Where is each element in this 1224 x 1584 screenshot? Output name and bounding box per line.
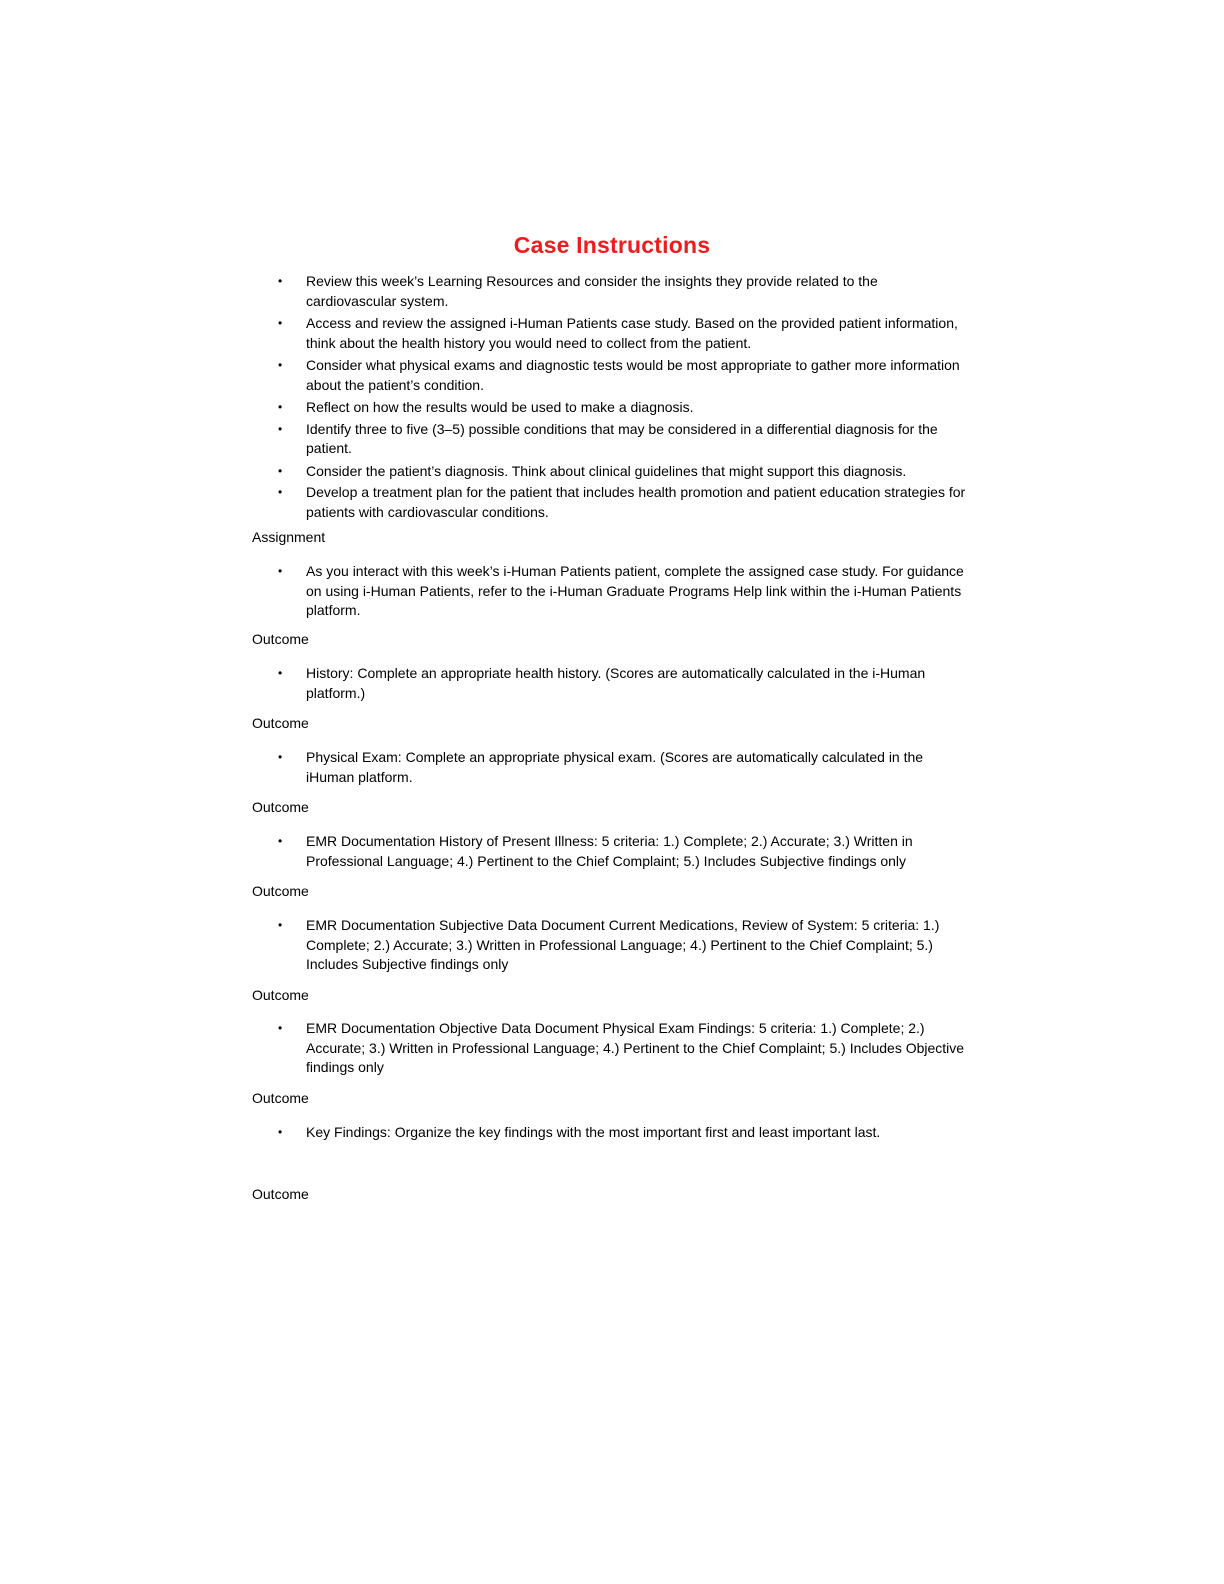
list-item: • EMR Documentation History of Present Illness: 5 criteria: 1.) Complete; 2.) Accurate; 3.) Written in Professional Language; 4.) Pertinent to the Chief Complaint; 5.) Includes Subjective findings only: [278, 833, 913, 869]
outcome-list: [0, 664, 970, 703]
outcome-list: [0, 748, 970, 787]
outcome-list: [0, 916, 970, 975]
bullet-icon: •: [278, 485, 283, 499]
list-item: • Key Findings: Organize the key findings with the most important first and least important last.: [0, 1123, 970, 1143]
outcome-heading: Outcome: [252, 715, 309, 731]
outcome-list: [0, 1019, 970, 1078]
page-title: Case Instructions: [513, 232, 711, 258]
outcome-heading: Outcome: [252, 799, 309, 815]
list-item: • Identify three to five (3–5) possible conditions that may be considered in a differential diagnosis for the patient.: [278, 420, 938, 456]
list-item: • Consider the patient’s diagnosis. Think about clinical guidelines that might support this diagnosis.: [0, 462, 970, 482]
list-item: • Review this week’s Learning Resources and consider the insights they provide related to the cardiovascular system.: [278, 273, 878, 309]
list-item: • EMR Documentation Objective Data Document Physical Exam Findings: 5 criteria: 1.) Complete; 2.) Accurate; 3.) Written in Professional Language; 4.) Pertinent to the Chief Complaint; 5.) Includes Objective findings only: [278, 1020, 965, 1075]
bullet-icon: •: [278, 666, 283, 680]
outcome-heading: Outcome: [252, 631, 309, 647]
bullet-icon: •: [278, 400, 283, 414]
bullet-icon: •: [278, 316, 283, 330]
outcome-heading: Outcome: [252, 987, 309, 1003]
outcome-list: [0, 1123, 970, 1143]
instructions-list: [0, 272, 970, 522]
list-item: • Access and review the assigned i-Human Patients case study. Based on the provided patient information, think about the health history you would need to collect from the patient.: [278, 315, 958, 351]
list-item: • History: Complete an appropriate health history. (Scores are automatically calculated in the i-Human platform.): [278, 665, 926, 701]
bullet-icon: •: [278, 463, 283, 478]
list-item: • Reflect on how the results would be used to make a diagnosis.: [0, 398, 970, 418]
bullet-icon: •: [278, 564, 283, 578]
assignment-list: [0, 562, 970, 621]
bullet-icon: •: [278, 918, 283, 932]
list-item: • EMR Documentation Subjective Data Document Current Medications, Review of System: 5 criteria: 1.) Complete; 2.) Accurate; 3.) Written in Professional Language; 4.) Pertinent to the Chief Complaint; 5.) Includes Subjective findings only: [278, 917, 940, 972]
bullet-icon: •: [278, 358, 283, 372]
outcome-heading: Outcome: [252, 1090, 309, 1106]
bullet-icon: •: [278, 1125, 283, 1139]
bullet-icon: •: [278, 421, 283, 436]
list-item: • Consider what physical exams and diagnostic tests would be most appropriate to gather more information about the patient’s condition.: [278, 357, 960, 393]
bullet-icon: •: [278, 750, 283, 764]
bullet-icon: •: [278, 834, 283, 848]
list-item: • As you interact with this week’s i-Human Patients patient, complete the assigned case study. For guidance on using i-Human Patients, refer to the i-Human Graduate Programs Help link within the i-Human Patients platform.: [278, 563, 964, 618]
assignment-heading: Assignment: [252, 529, 326, 545]
outcome-heading: Outcome: [252, 1186, 309, 1202]
list-item: • Physical Exam: Complete an appropriate physical exam. (Scores are automatically calculated in the iHuman platform.: [278, 749, 924, 785]
list-item: • Develop a treatment plan for the patient that includes health promotion and patient education strategies for patients with cardiovascular conditions.: [278, 484, 966, 520]
bullet-icon: •: [278, 274, 283, 288]
outcome-heading: Outcome: [252, 883, 309, 899]
outcome-list: [0, 832, 970, 871]
bullet-icon: •: [278, 1021, 283, 1035]
